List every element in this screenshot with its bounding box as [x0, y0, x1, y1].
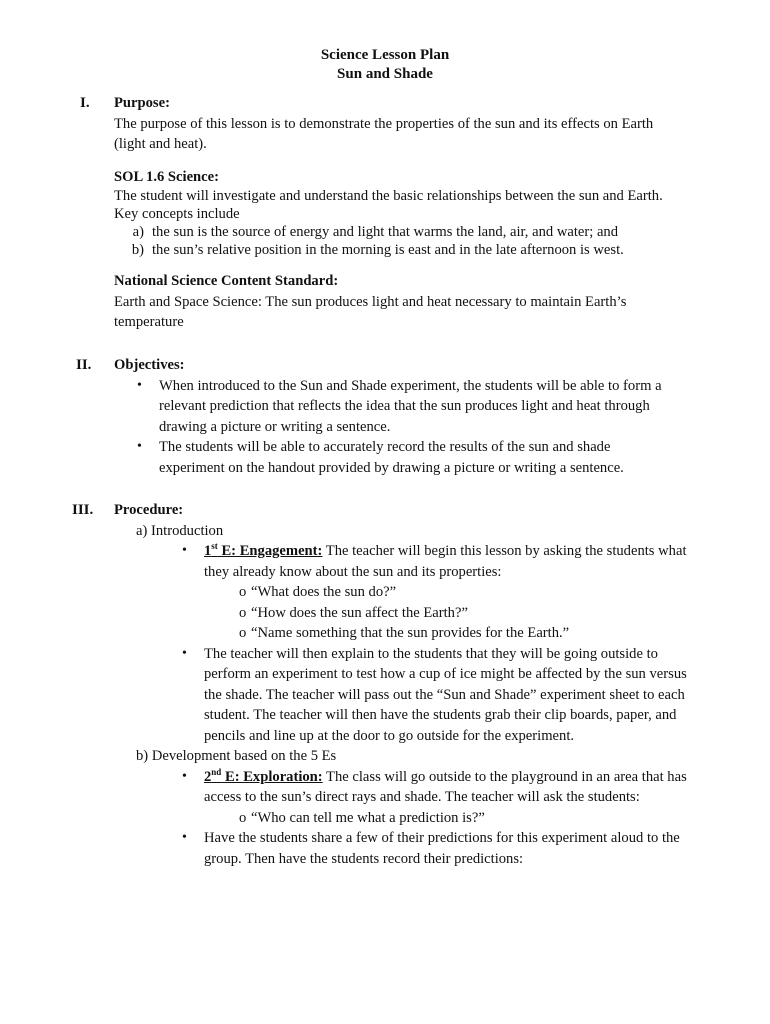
list-item: [239, 623, 694, 644]
section-objectives: [114, 355, 674, 478]
circle-bullet-icon: o: [239, 625, 247, 641]
question-text: “Who can tell me what a prediction is?”: [251, 809, 485, 826]
procedure-a-label: a): [136, 522, 148, 539]
sol-heading: SOL 1.6 Science:: [114, 168, 219, 185]
sol-item-b: [114, 241, 674, 259]
exploration-questions: [114, 808, 694, 829]
question-text: “How does the sun affect the Earth?”: [251, 604, 468, 621]
section-purpose: [114, 93, 674, 333]
exploration-text: The class will go outside to the playground in an area that has access to the sun’s direct rays and shade. The teacher will ask the students:: [204, 768, 687, 805]
circle-bullet-icon: o: [239, 604, 247, 621]
section-procedure: [114, 500, 694, 869]
question-text: “What does the sun do?”: [251, 584, 397, 600]
sol-item-label: b): [131, 242, 144, 258]
purpose-heading: Purpose:: [114, 95, 170, 111]
sol-item-text: the sun’s relative position in the morning is east and in the late afternoon is west.: [152, 242, 624, 258]
page-title: Science Lesson Plan: [320, 47, 450, 63]
procedure-b: [114, 746, 694, 767]
list-item: • When introduced to the Sun and Shade experiment, the students will be able to form a relevant prediction that reflects the idea that the sun produces light and heat through drawing a picture or writing a sentence.: [114, 376, 674, 438]
procedure-a-list-2: [114, 644, 694, 747]
engagement-label: [204, 543, 322, 559]
procedure-b-title: Development based on the 5 Es: [151, 748, 337, 764]
exploration-label: [204, 766, 323, 785]
list-item: [239, 603, 694, 624]
procedure-a: [114, 521, 694, 542]
list-item: • The students will be able to accurately record the results of the sun and shade experiment on the handout provided by drawing a picture or writing a sentence.: [114, 437, 674, 478]
list-item: [239, 808, 694, 829]
procedure-b-list: [114, 767, 694, 808]
circle-bullet-icon: o: [239, 584, 247, 600]
list-item: [114, 767, 694, 808]
engagement-heading: E: Engagement:: [217, 543, 323, 559]
nscs-heading: National Science Content Standard:: [114, 273, 339, 289]
objectives-list: [114, 376, 674, 479]
circle-bullet-icon: o: [239, 809, 247, 826]
purpose-text: The purpose of this lesson is to demonstrate the properties of the sun and its effects on Earth (light and heat).: [114, 115, 654, 152]
sol-item-text: the sun is the source of energy and light that warms the land, air, and water; and: [152, 224, 619, 240]
engagement-text: The teacher will begin this lesson by asking the students what they already know about the sun and its properties:: [204, 543, 687, 580]
page-subtitle: Sun and Shade: [337, 66, 433, 82]
sol-item-a: [114, 223, 674, 241]
section-1-numeral: I.: [80, 95, 90, 111]
engagement-number: 1: [204, 543, 212, 559]
procedure-heading: Procedure:: [114, 502, 184, 518]
sol-item-label: a): [132, 224, 144, 240]
section-2-numeral: II.: [76, 357, 92, 373]
question-text: “Name something that the sun provides for the Earth.”: [251, 625, 570, 641]
exploration-heading: E: Exploration:: [221, 768, 323, 785]
list-item: • Have the students share a few of their predictions for this experiment aloud to the group. Then have the students record their predictions:: [114, 828, 694, 869]
objectives-heading: Objectives:: [114, 357, 185, 373]
sol-text: The student will investigate and understand the basic relationships between the sun and Earth. Key concepts include: [114, 188, 663, 222]
list-item: [114, 541, 694, 582]
nscs-text: Earth and Space Science: The sun produces light and heat necessary to maintain Earth’s temperature: [114, 293, 627, 330]
list-item: [239, 582, 694, 603]
exploration-superscript: nd: [211, 766, 222, 777]
section-3-numeral: III.: [72, 502, 94, 518]
engagement-questions: [114, 582, 694, 644]
procedure-b-label: b): [136, 748, 149, 764]
procedure-a-list: [114, 541, 694, 582]
procedure-b-list-2: [114, 828, 694, 869]
exploration-number: 2: [204, 768, 212, 785]
procedure-a-title: Introduction: [151, 522, 224, 539]
engagement-superscript: st: [211, 541, 218, 552]
list-item: • The teacher will then explain to the students that they will be going outside to perform an experiment to test how a cup of ice might be affected by the sun versus the shade. The teacher will pass out the “Sun and Shade” experiment sheet to each student. The teacher will then have the students grab their clip boards, paper, and pencils and line up at the door to go outside for the experiment.: [114, 644, 694, 747]
